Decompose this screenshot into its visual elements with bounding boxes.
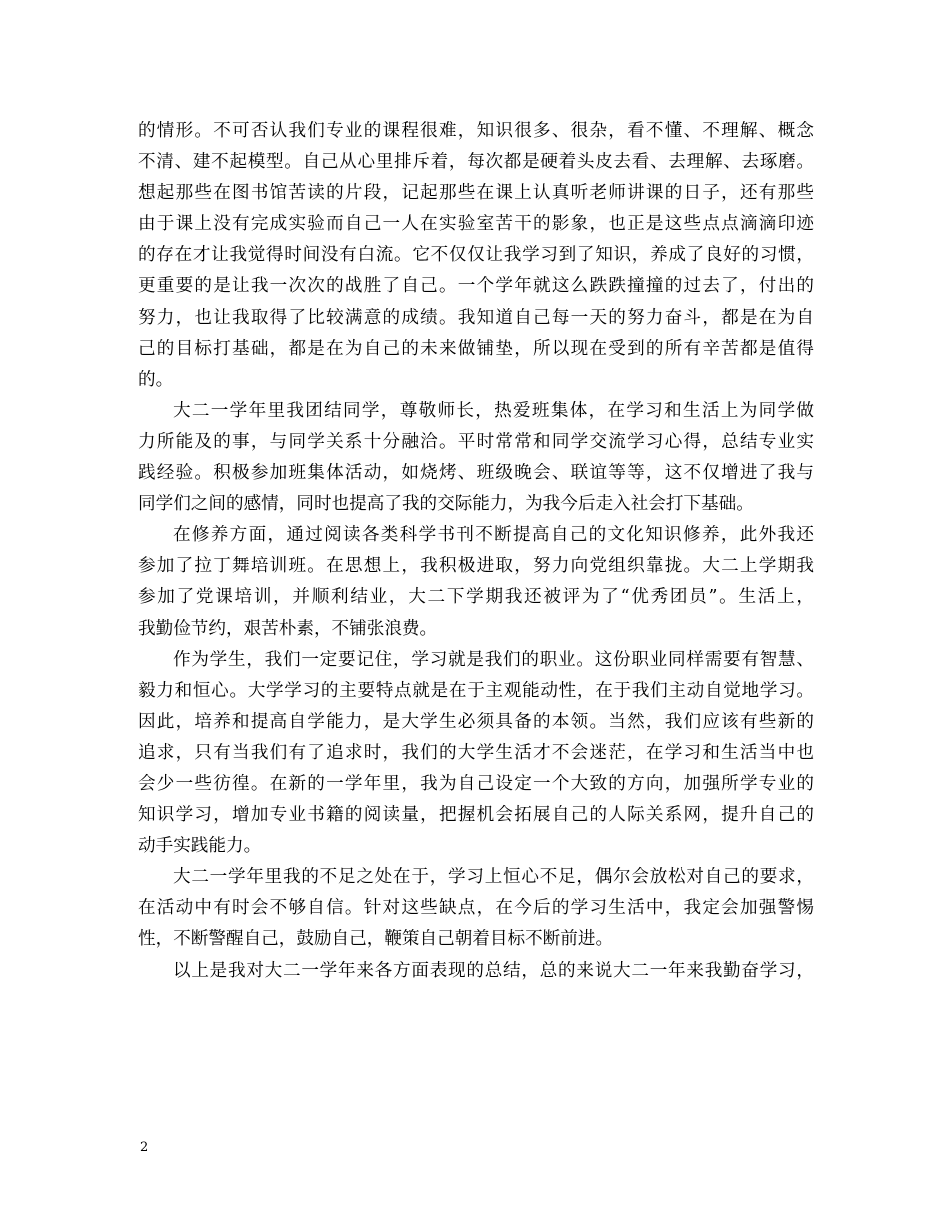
text-line: 力所能及的事，与同学关系十分融洽。平时常常和同学交流学习心得，总结专业实 xyxy=(138,431,814,452)
paragraph xyxy=(138,645,814,863)
text-line: 在活动中有时会不够自信。针对这些缺点，在今后的学习生活中，我定会加强警惕 xyxy=(138,898,814,919)
text-line: 追求，只有当我们有了追求时，我们的大学生活才不会迷茫，在学习和生活当中也 xyxy=(138,742,814,763)
text-line: 知识学习，增加专业书籍的阅读量，把握机会拓展自己的人际关系网，提升自己的 xyxy=(138,805,814,826)
text-line: 想起那些在图书馆苦读的片段，记起那些在课上认真听老师讲课的日子，还有那些 xyxy=(138,183,814,204)
text-line: 努力，也让我取得了比较满意的成绩。我知道自己每一天的努力奋斗，都是在为自 xyxy=(138,307,814,328)
body-text xyxy=(138,116,814,987)
paragraph xyxy=(138,862,814,955)
paragraph xyxy=(138,956,814,987)
text-line: 动手实践能力。 xyxy=(138,836,262,857)
text-line: 不清、建不起模型。自己从心里排斥着，每次都是硬着头皮去看、去理解、去琢磨。 xyxy=(138,152,814,173)
page-number: 2 xyxy=(140,1140,149,1155)
text-line: 大二一学年里我团结同学，尊敬师长，热爱班集体，在学习和生活上为同学做 xyxy=(173,400,814,421)
paragraph xyxy=(138,116,814,396)
paragraph xyxy=(138,396,814,520)
text-line: 同学们之间的感情，同时也提高了我的交际能力，为我今后走入社会打下基础。 xyxy=(138,494,754,515)
text-line: 我勤俭节约，艰苦朴素，不铺张浪费。 xyxy=(138,618,438,639)
text-line: 在修养方面，通过阅读各类科学书刊不断提高自己的文化知识修养，此外我还 xyxy=(173,525,814,546)
text-line: 由于课上没有完成实验而自己一人在实验室苦干的影象，也正是这些点点滴滴印迹 xyxy=(138,214,814,235)
text-line: 己的目标打基础，都是在为自己的未来做铺垫，所以现在受到的所有辛苦都是值得 xyxy=(138,338,814,359)
text-line: 的存在才让我觉得时间没有白流。它不仅仅让我学习到了知识，养成了良好的习惯， xyxy=(138,245,814,266)
text-line: 大二一学年里我的不足之处在于，学习上恒心不足，偶尔会放松对自己的要求， xyxy=(173,867,814,888)
text-line: 会少一些彷徨。在新的一学年里，我为自己设定一个大致的方向，加强所学专业的 xyxy=(138,773,814,794)
text-line: 践经验。积极参加班集体活动，如烧烤、班级晚会、联谊等等，这不仅增进了我与 xyxy=(138,463,814,484)
text-line: 参加了党课培训，并顺利结业，大二下学期我还被评为了“优秀团员”。生活上， xyxy=(138,587,814,608)
text-line: 参加了拉丁舞培训班。在思想上，我积极进取，努力向党组织靠拢。大二上学期我 xyxy=(138,556,814,577)
text-line: 性，不断警醒自己，鼓励自己，鞭策自己朝着目标不断前进。 xyxy=(138,929,614,950)
text-line: 的。 xyxy=(138,369,174,390)
text-line: 因此，培养和提高自学能力，是大学生必须具备的本领。当然，我们应该有些新的 xyxy=(138,711,814,732)
text-line: 的情形。不可否认我们专业的课程很难，知识很多、很杂，看不懂、不理解、概念 xyxy=(138,121,814,141)
text-line: 毅力和恒心。大学学习的主要特点就是在于主观能动性，在于我们主动自觉地学习。 xyxy=(138,680,814,701)
text-line: 更重要的是让我一次次的战胜了自己。一个学年就这么跌跌撞撞的过去了，付出的 xyxy=(138,276,814,297)
text-line: 以上是我对大二一学年来各方面表现的总结，总的来说大二一年来我勤奋学习， xyxy=(173,960,814,981)
text-line: 作为学生，我们一定要记住，学习就是我们的职业。这份职业同样需要有智慧、 xyxy=(173,649,814,670)
paragraph xyxy=(138,520,814,644)
